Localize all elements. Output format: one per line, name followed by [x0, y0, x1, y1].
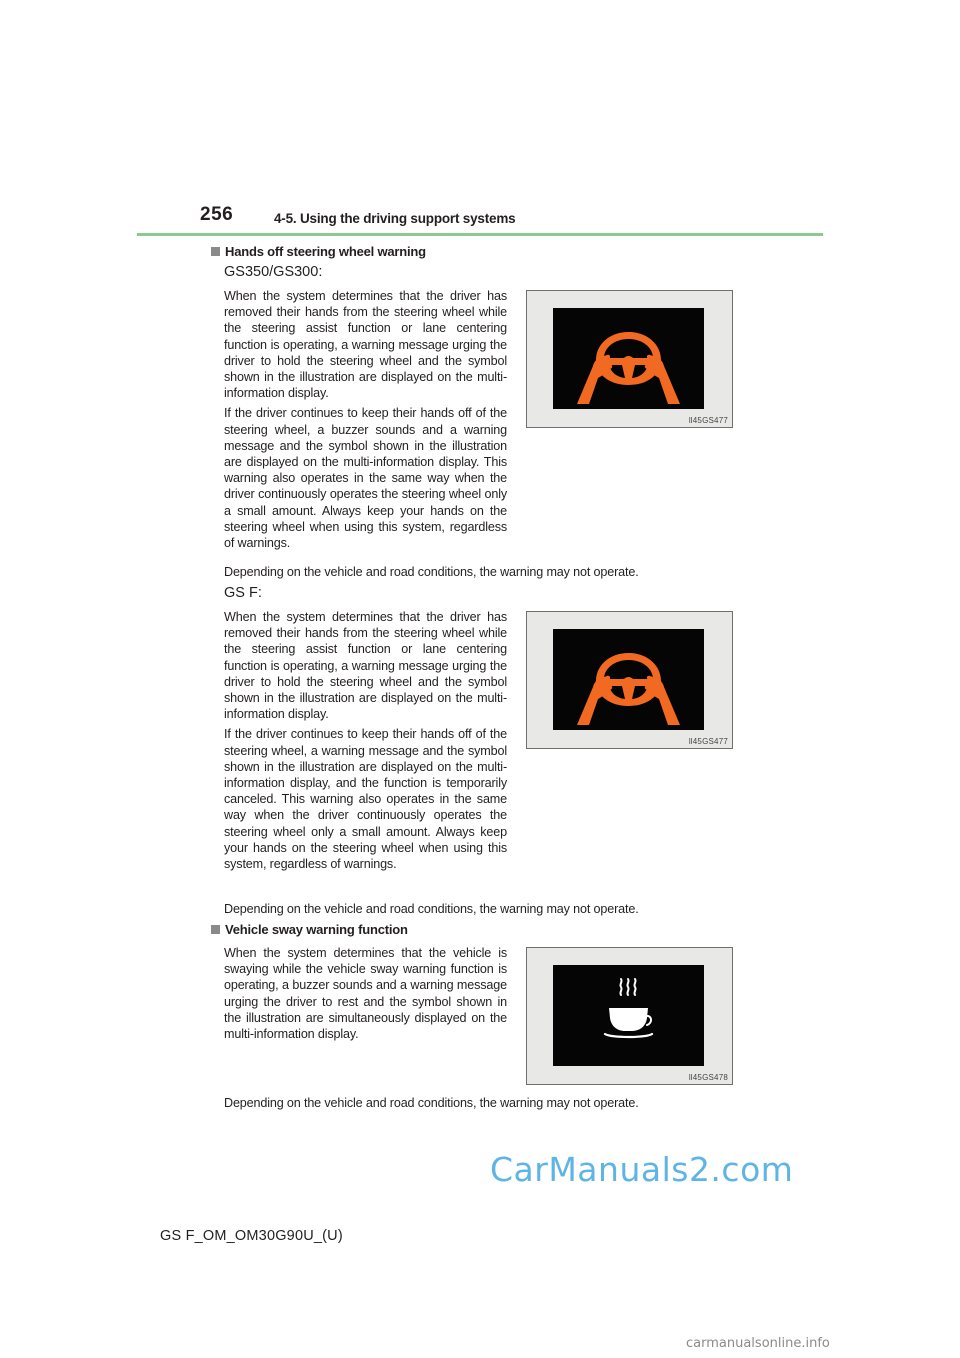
gs350-note: Depending on the vehicle and road conditions, the warning may not operate. — [224, 565, 639, 579]
gs350-para-1: When the system determines that the driver has removed their hands from the steering wheel while the steering assist function or lane centering function is operating, a warning message urging the driver to hold the steering wheel and the symbol shown in the illustration are displayed on the multi-information display. — [224, 289, 507, 401]
gsf-para-1: When the system determines that the driver has removed their hands from the steering wheel while the steering assist function or lane centering function is operating, a warning message urging the driver to hold the steering wheel and the symbol shown in the illustration are displayed on the multi-information display. — [224, 610, 507, 722]
display-screen — [553, 965, 704, 1066]
square-bullet-icon — [211, 925, 220, 934]
figure-code: ll45GS478 — [688, 1073, 728, 1082]
watermark-logo: CarManuals2.com — [490, 1150, 794, 1189]
gsf-note: Depending on the vehicle and road conditions, the warning may not operate. — [224, 902, 639, 916]
sway-text-block — [224, 945, 507, 1042]
sway-figure — [526, 947, 733, 1085]
sway-heading-text: Vehicle sway warning function — [225, 922, 408, 937]
hands-off-heading-text: Hands off steering wheel warning — [225, 244, 426, 259]
page-number: 256 — [200, 204, 234, 225]
gs350-para-2: If the driver continues to keep their hands off of the steering wheel, a buzzer sounds and a warning message and the symbol shown in the illustration are displayed on the multi-information display. This warning also operates in the same way when the driver continuously operates the steering wheel only a small amount. Always keep your hands on the steering wheel when using this system, regardless of warnings. — [224, 406, 507, 551]
footer-code: GS F_OM_OM30G90U_(U) — [160, 1228, 343, 1244]
gsf-label: GS F: — [224, 585, 262, 601]
gsf-para-2: If the driver continues to keep their hands off of the steering wheel, a warning message and the symbol shown in the illustration are displayed on the multi-information display, and the function is temporarily canceled. This warning also operates in the same way when the driver continuously operates the steering wheel only a small amount. Always keep your hands on the steering wheel when using this system, regardless of warnings. — [224, 727, 507, 872]
coffee-cup-icon — [553, 965, 704, 1066]
gsf-text-block — [224, 609, 507, 872]
hands-off-heading — [211, 244, 426, 259]
display-screen — [553, 308, 704, 409]
gs350-label: GS350/GS300: — [224, 264, 323, 280]
gs350-figure — [526, 290, 733, 428]
sway-para-1: When the system determines that the vehicle is swaying while the vehicle sway warning function is operating, a buzzer sounds and a warning message urging the driver to rest and the symbol shown in the illustration are simultaneously displayed on the multi-information display. — [224, 946, 507, 1042]
display-screen — [553, 629, 704, 730]
gsf-figure — [526, 611, 733, 749]
figure-code: ll45GS477 — [688, 416, 728, 425]
figure-code: ll45GS477 — [688, 737, 728, 746]
section-title: 4-5. Using the driving support systems — [274, 211, 516, 226]
watermark-site: carmanualsonline.info — [686, 1336, 830, 1351]
sway-heading — [211, 922, 408, 937]
hands-on-wheel-icon — [553, 308, 704, 409]
hands-on-wheel-icon — [553, 629, 704, 730]
sway-note: Depending on the vehicle and road conditions, the warning may not operate. — [224, 1096, 639, 1110]
header-rule — [137, 233, 823, 236]
gs350-text-block — [224, 288, 507, 551]
square-bullet-icon — [211, 247, 220, 256]
